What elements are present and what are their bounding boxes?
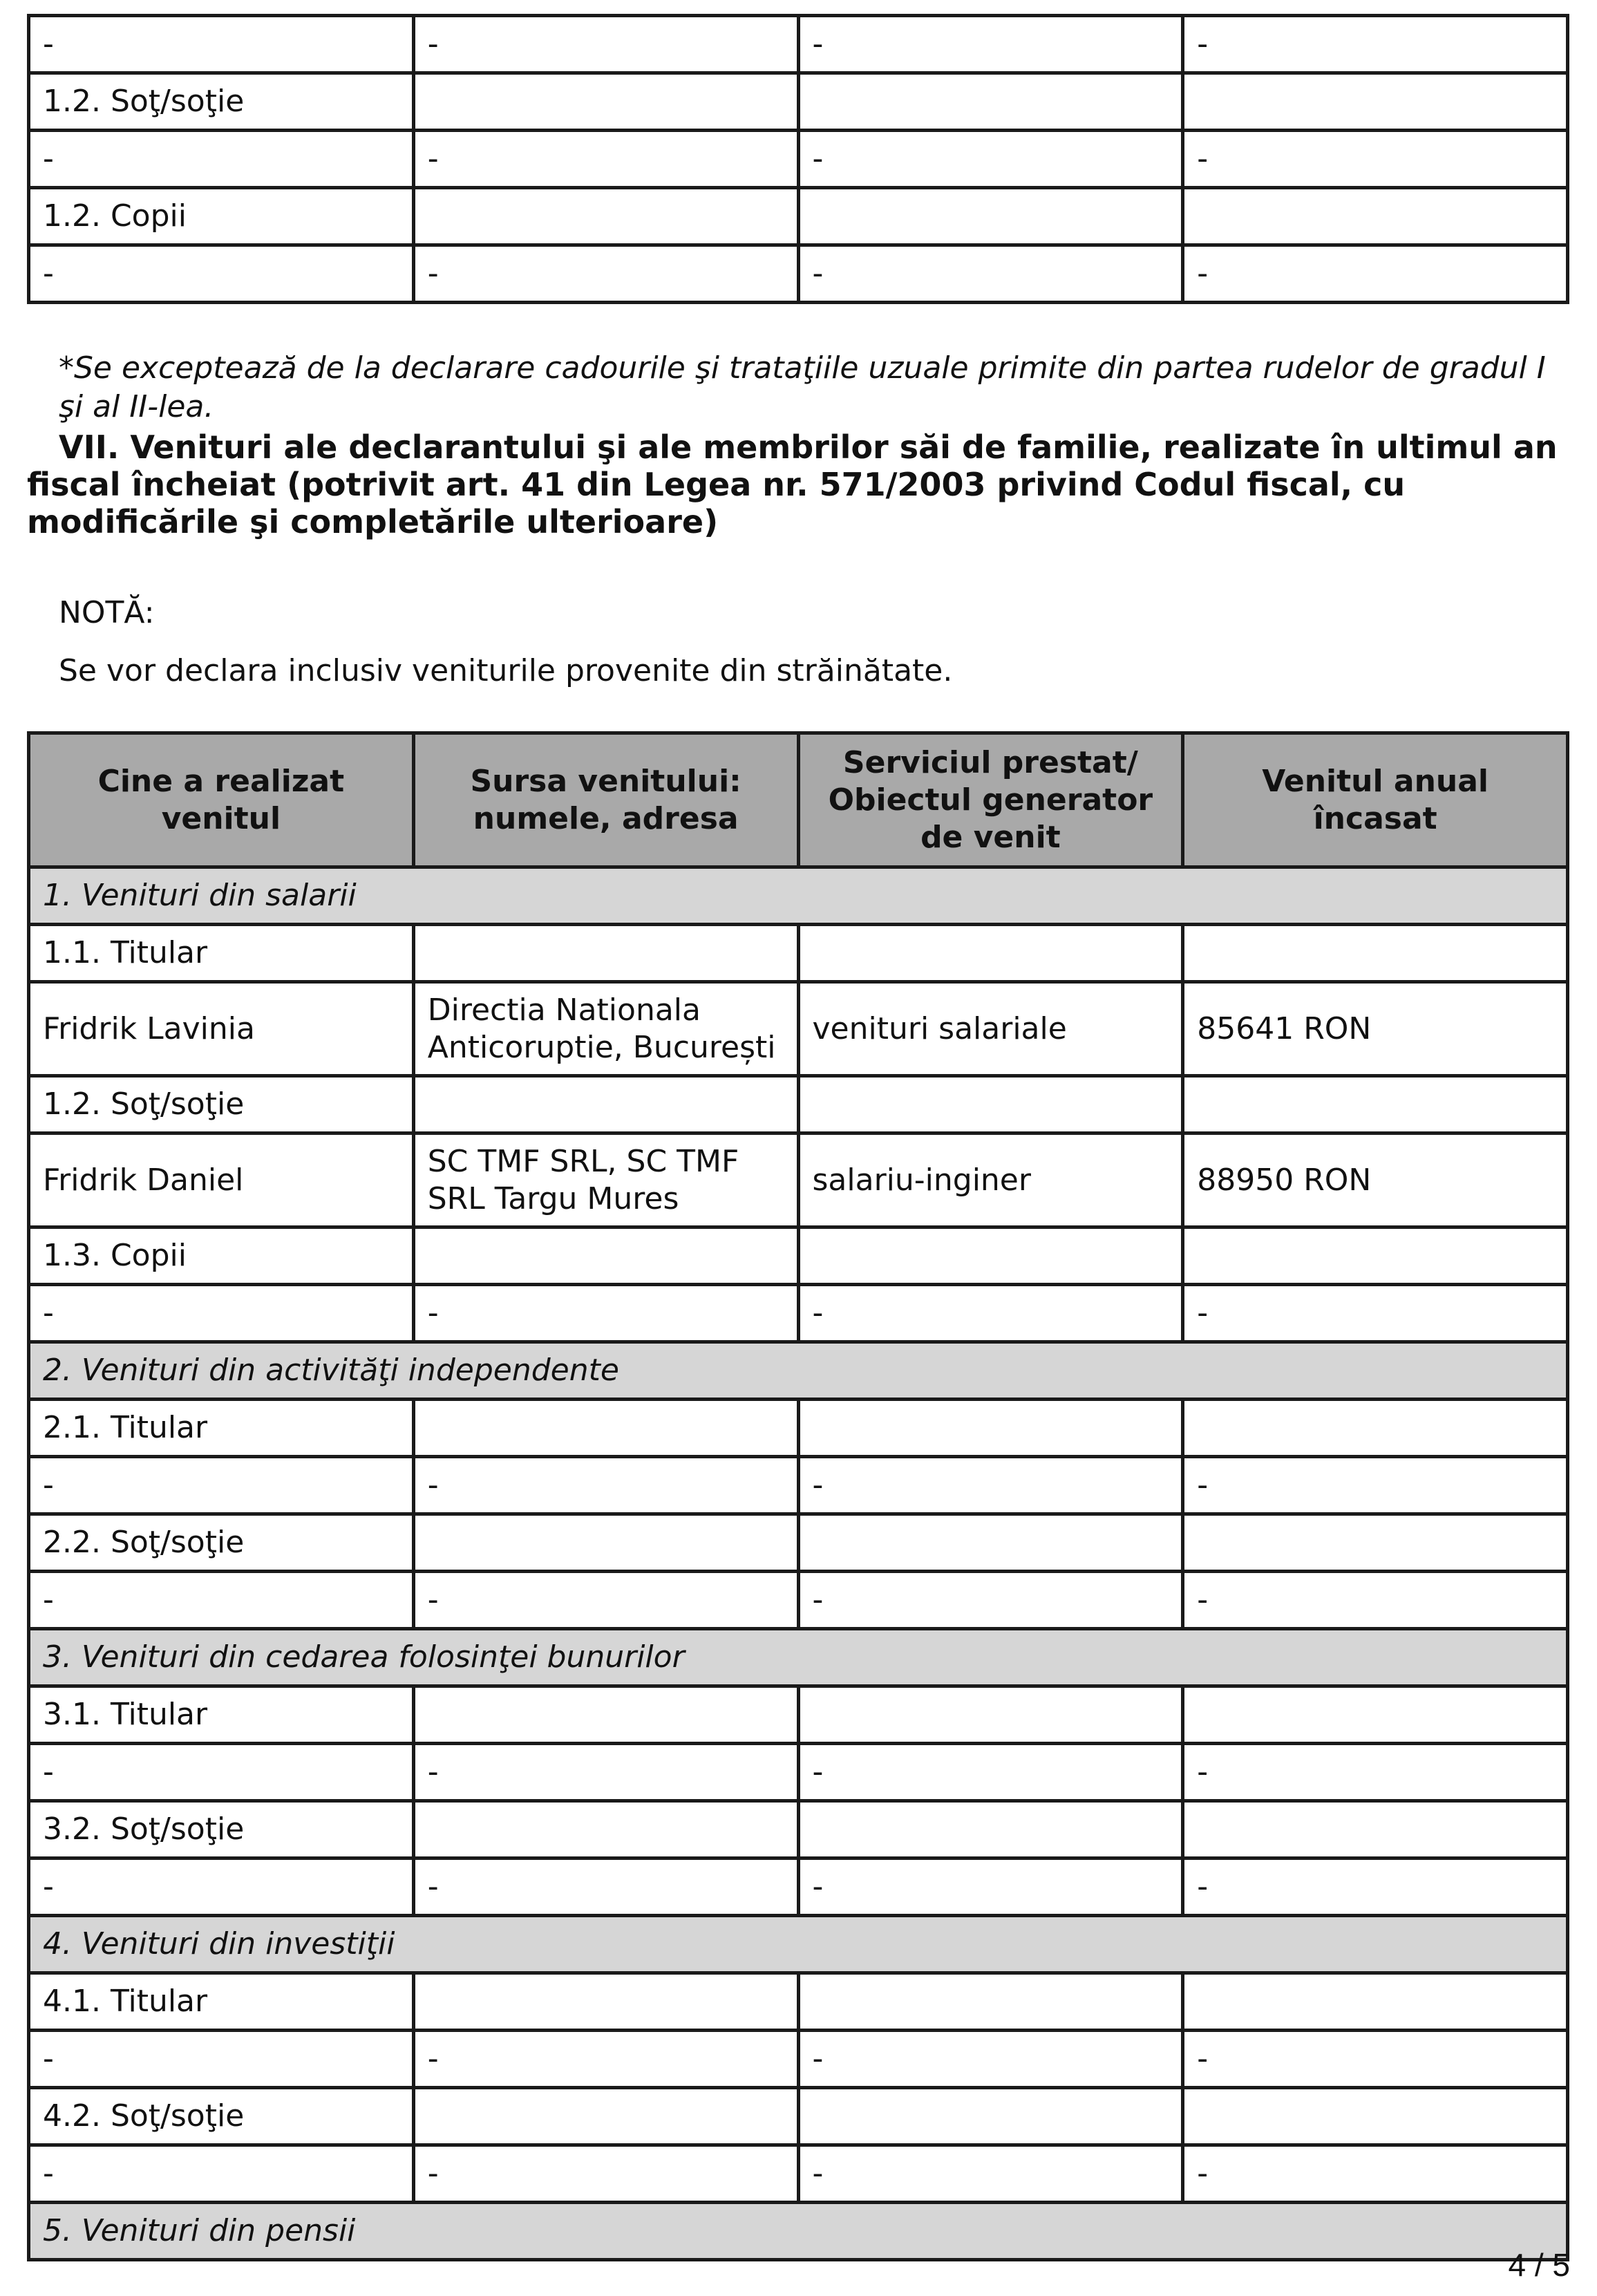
empty-cell [798, 2088, 1183, 2145]
service-cell: - [798, 16, 1183, 73]
earner-cell: - [29, 131, 414, 188]
empty-cell [413, 73, 798, 131]
table-row [29, 245, 1568, 303]
source-cell: - [413, 1572, 798, 1629]
empty-cell [413, 1973, 798, 2031]
empty-cell [413, 1514, 798, 1572]
earner-cell: - [29, 1457, 414, 1514]
section-row [29, 2203, 1568, 2260]
page-number: 4 / 5 [1508, 2247, 1570, 2283]
empty-cell [1183, 2088, 1568, 2145]
source-cell: - [413, 1285, 798, 1342]
source-cell: - [413, 245, 798, 303]
category-row [29, 1400, 1568, 1457]
table-row [29, 1572, 1568, 1629]
source-cell: - [413, 1744, 798, 1801]
section-row [29, 1629, 1568, 1686]
empty-cell [798, 188, 1183, 245]
note-block [59, 584, 952, 700]
amount-cell: - [1183, 131, 1568, 188]
category-row [29, 1686, 1568, 1744]
section-row [29, 1916, 1568, 1973]
empty-cell [1183, 1227, 1568, 1285]
income-table-header-row [29, 733, 1568, 867]
category-row [29, 73, 1568, 131]
empty-cell [413, 1227, 798, 1285]
table-row [29, 982, 1568, 1076]
category-row [29, 188, 1568, 245]
service-cell: - [798, 2145, 1183, 2203]
empty-cell [1183, 1801, 1568, 1859]
note-label: NOTĂ: [59, 595, 155, 630]
service-cell: - [798, 245, 1183, 303]
category-row [29, 1076, 1568, 1133]
amount-cell: - [1183, 1744, 1568, 1801]
category-label: 1.3. Copii [29, 1227, 414, 1285]
empty-cell [1183, 1973, 1568, 2031]
table-row [29, 1285, 1568, 1342]
empty-cell [798, 1686, 1183, 1744]
category-label: 2.2. Soţ/soţie [29, 1514, 414, 1572]
empty-cell [1183, 1514, 1568, 1572]
category-row [29, 2088, 1568, 2145]
section-label: 3. Venituri din cedarea folosinţei bunurilor [29, 1629, 1568, 1686]
source-cell: - [413, 2031, 798, 2088]
earner-cell: - [29, 2031, 414, 2088]
empty-cell [1183, 925, 1568, 982]
service-cell: salariu-inginer [798, 1133, 1183, 1227]
table-row [29, 2031, 1568, 2088]
service-cell: venituri salariale [798, 982, 1183, 1076]
category-label: 3.2. Soţ/soţie [29, 1801, 414, 1859]
amount-cell: - [1183, 1859, 1568, 1916]
empty-cell [413, 1076, 798, 1133]
note-text: Se vor declara inclusiv veniturile provenite din străinătate. [59, 653, 953, 688]
section-label: 5. Venituri din pensii [29, 2203, 1568, 2260]
source-cell: - [413, 16, 798, 73]
category-label: 1.2. Copii [29, 188, 414, 245]
category-label: 2.1. Titular [29, 1400, 414, 1457]
table-row [29, 16, 1568, 73]
amount-cell: - [1183, 245, 1568, 303]
section-label: 1. Venituri din salarii [29, 867, 1568, 925]
category-label: 4.1. Titular [29, 1973, 414, 2031]
source-cell: SC TMF SRL, SC TMF SRL Targu Mures [413, 1133, 798, 1227]
source-cell: Directia Nationala Anticoruptie, București [413, 982, 798, 1076]
service-cell: - [798, 2031, 1183, 2088]
table-row [29, 1133, 1568, 1227]
table-row [29, 2145, 1568, 2203]
section-vii-title: VII. Venituri ale declarantului şi ale membrilor săi de familie, realizate în ultimul an fiscal încheiat (potrivit art. 41 din Legea nr. 571/2003 privind Codul fiscal, cu modificările şi completările ulterioare) [27, 429, 1558, 540]
empty-cell [413, 2088, 798, 2145]
empty-cell [413, 1801, 798, 1859]
category-label: 1.1. Titular [29, 925, 414, 982]
empty-cell [413, 1686, 798, 1744]
table-row [29, 131, 1568, 188]
empty-cell [798, 1400, 1183, 1457]
empty-cell [1183, 188, 1568, 245]
amount-cell: - [1183, 16, 1568, 73]
earner-cell: - [29, 16, 414, 73]
table-row [29, 1744, 1568, 1801]
income-table [27, 731, 1569, 2261]
category-label: 1.2. Soţ/soţie [29, 1076, 414, 1133]
empty-cell [798, 73, 1183, 131]
table-row [29, 1457, 1568, 1514]
earner-cell: - [29, 1744, 414, 1801]
empty-cell [1183, 73, 1568, 131]
source-cell: - [413, 2145, 798, 2203]
empty-cell [1183, 1400, 1568, 1457]
section-label: 4. Venituri din investiţii [29, 1916, 1568, 1973]
service-cell: - [798, 1572, 1183, 1629]
earner-cell: - [29, 1572, 414, 1629]
service-cell: - [798, 1744, 1183, 1801]
amount-cell: - [1183, 2145, 1568, 2203]
earner-cell: - [29, 1285, 414, 1342]
amount-cell: - [1183, 1285, 1568, 1342]
category-row [29, 1801, 1568, 1859]
column-header-annual-income: Venitul anual încasat [1183, 733, 1568, 867]
section-row [29, 1342, 1568, 1400]
source-cell: - [413, 1859, 798, 1916]
empty-cell [798, 1227, 1183, 1285]
earner-cell: Fridrik Daniel [29, 1133, 414, 1227]
empty-cell [798, 1076, 1183, 1133]
empty-cell [1183, 1076, 1568, 1133]
source-cell: - [413, 1457, 798, 1514]
category-row [29, 1973, 1568, 2031]
amount-cell: - [1183, 1572, 1568, 1629]
column-header-service: Serviciul prestat/ Obiectul generator de venit [798, 733, 1183, 867]
amount-cell: 85641 RON [1183, 982, 1568, 1076]
column-header-earner: Cine a realizat venitul [29, 733, 414, 867]
service-cell: - [798, 131, 1183, 188]
table-row [29, 1859, 1568, 1916]
empty-cell [1183, 1686, 1568, 1744]
category-label: 4.2. Soţ/soţie [29, 2088, 414, 2145]
empty-cell [798, 925, 1183, 982]
amount-cell: 88950 RON [1183, 1133, 1568, 1227]
empty-cell [798, 1514, 1183, 1572]
category-label: 3.1. Titular [29, 1686, 414, 1744]
source-cell: - [413, 131, 798, 188]
earner-cell: - [29, 2145, 414, 2203]
empty-cell [413, 925, 798, 982]
amount-cell: - [1183, 1457, 1568, 1514]
category-row [29, 1227, 1568, 1285]
section-row [29, 867, 1568, 925]
earner-cell: - [29, 245, 414, 303]
category-row [29, 925, 1568, 982]
category-row [29, 1514, 1568, 1572]
column-header-source: Sursa venitului: numele, adresa [413, 733, 798, 867]
gifts-footnote: *Se exceptează de la declarare cadourile şi trataţiile uzuale primite din partea rudelor de gradul I şi al II-lea. [59, 350, 1546, 424]
service-cell: - [798, 1859, 1183, 1916]
service-cell: - [798, 1457, 1183, 1514]
amount-cell: - [1183, 2031, 1568, 2088]
empty-cell [413, 188, 798, 245]
previous-table-continuation [27, 14, 1569, 304]
empty-cell [413, 1400, 798, 1457]
earner-cell: - [29, 1859, 414, 1916]
earner-cell: Fridrik Lavinia [29, 982, 414, 1076]
empty-cell [798, 1973, 1183, 2031]
section-label: 2. Venituri din activităţi independente [29, 1342, 1568, 1400]
category-label: 1.2. Soţ/soţie [29, 73, 414, 131]
empty-cell [798, 1801, 1183, 1859]
service-cell: - [798, 1285, 1183, 1342]
